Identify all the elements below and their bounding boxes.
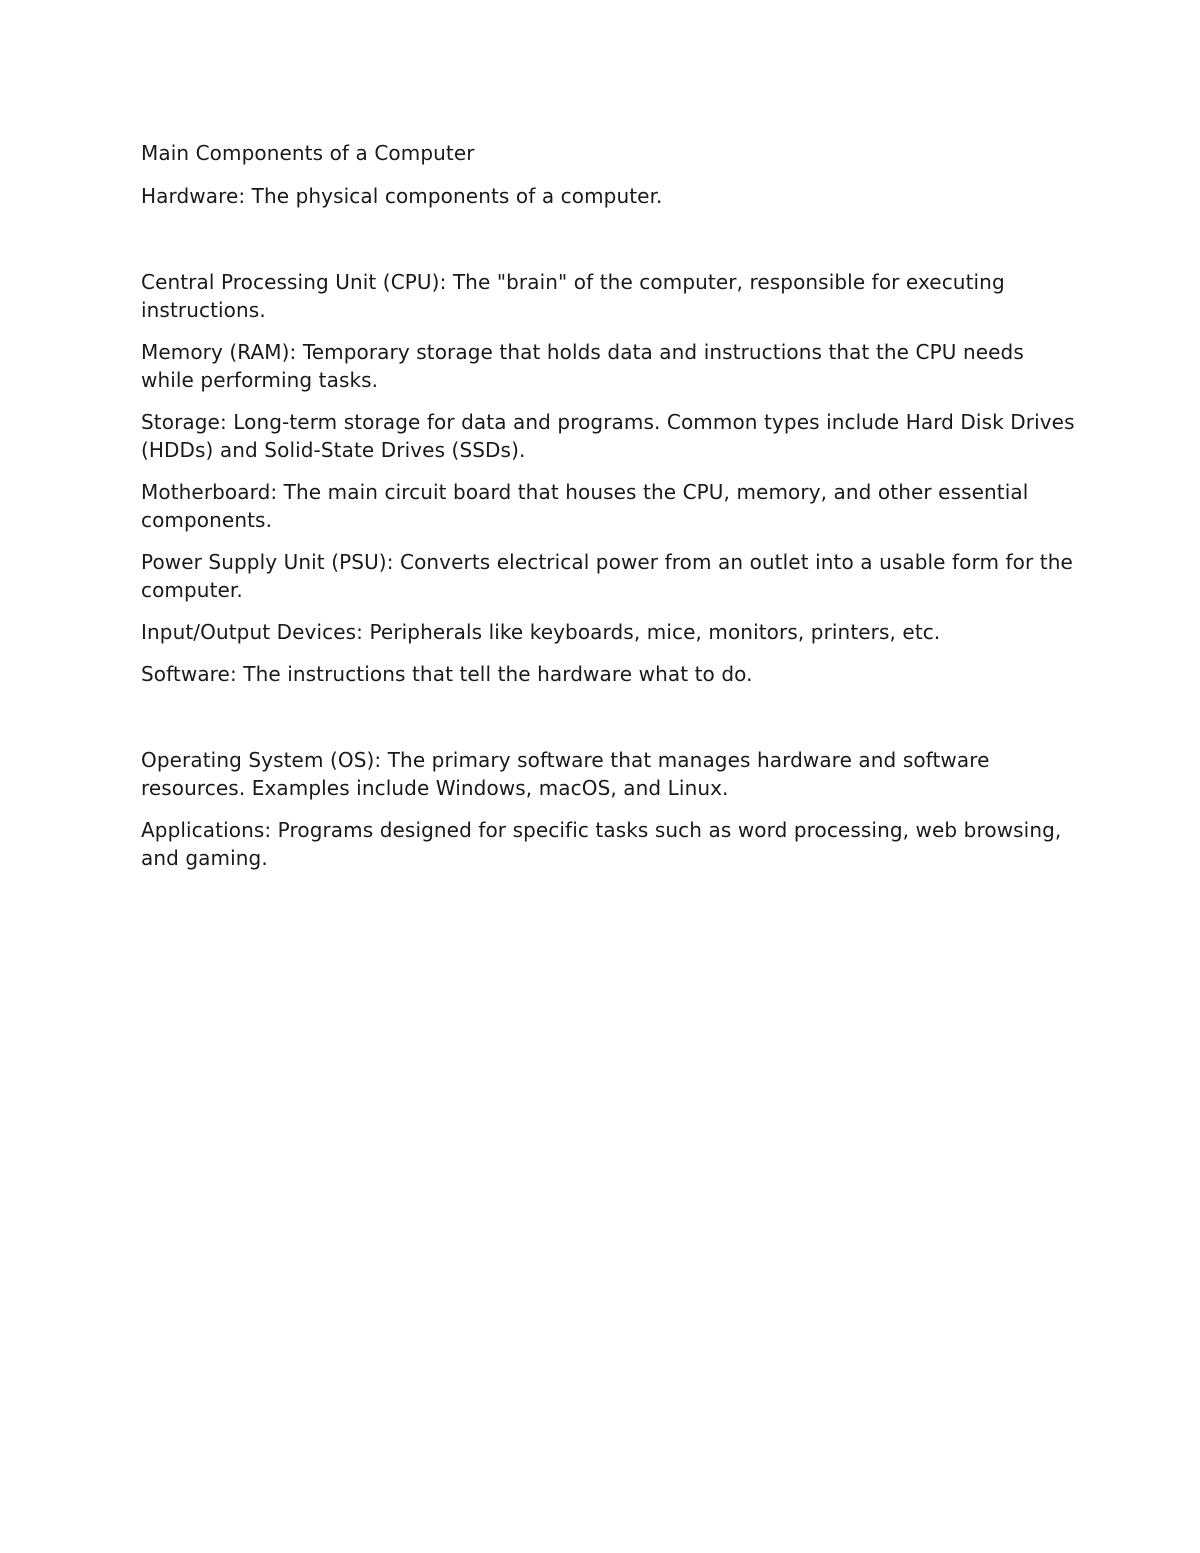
document-body [141,139,1081,886]
hardware-item-io-devices: Input/Output Devices: Peripherals like keyboards, mice, monitors, printers, etc. [141,620,941,644]
hardware-item-motherboard: Motherboard: The main circuit board that houses the CPU, memory, and other essential components. [141,480,1029,532]
hardware-item-storage: Storage: Long-term storage for data and programs. Common types include Hard Disk Drives (HDDs) and Solid-State Drives (SSDs). [141,410,1075,462]
hardware-item-psu: Power Supply Unit (PSU): Converts electrical power from an outlet into a usable form for the computer. [141,550,1073,602]
software-item-os: Operating System (OS): The primary software that manages hardware and software resources. Examples include Windows, macOS, and Linux. [141,748,990,800]
software-heading: Software: The instructions that tell the hardware what to do. [141,662,753,686]
hardware-item-memory: Memory (RAM): Temporary storage that holds data and instructions that the CPU needs while performing tasks. [141,340,1024,392]
hardware-heading: Hardware: The physical components of a computer. [141,184,663,208]
document-title: Main Components of a Computer [141,141,475,165]
hardware-item-cpu: Central Processing Unit (CPU): The "brain" of the computer, responsible for executing instructions. [141,270,1005,322]
software-item-applications: Applications: Programs designed for specific tasks such as word processing, web browsing, and gaming. [141,818,1062,870]
